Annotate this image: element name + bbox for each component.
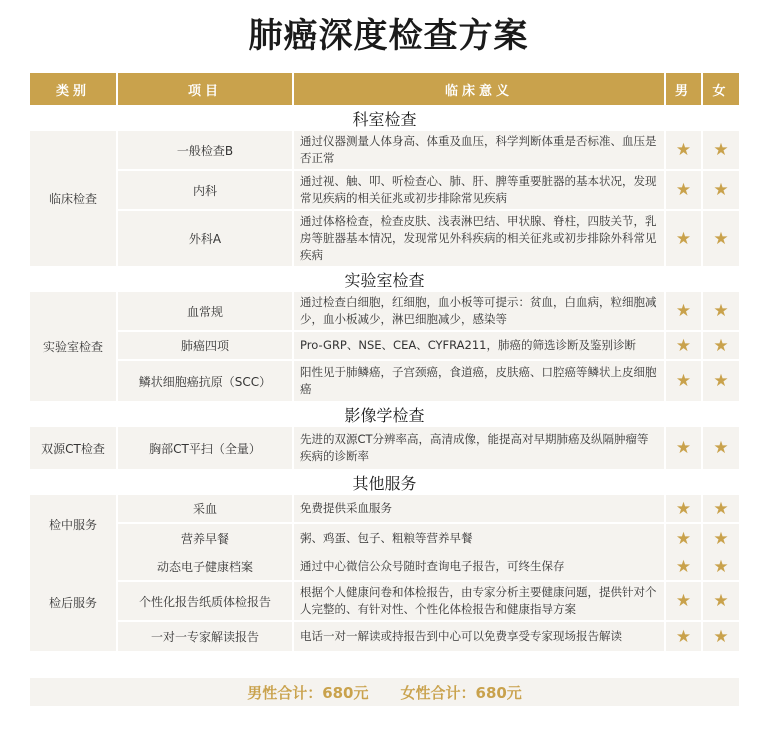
item-description: Pro-GRP、NSE、CEA、CYFRA211，肺癌的筛选诊断及鉴别诊断: [294, 332, 666, 359]
item-description: 根据个人健康问卷和体检报告，由专家分析主要健康问题，提供针对个人完整的、有针对性、个性化体检报告和健康指导方案: [294, 582, 666, 620]
male-star-icon: ★: [666, 361, 703, 401]
section-title: 其他服务: [352, 473, 417, 493]
item-description: 免费提供采血服务: [294, 495, 666, 522]
category-label: 双源CT检查: [30, 427, 118, 469]
item-description: 阳性见于肺鳞癌，子宫颈癌，食道癌，皮肤癌、口腔癌等鳞状上皮细胞癌: [294, 361, 666, 401]
male-star-icon: ★: [666, 622, 703, 651]
category-label: 实验室检查: [30, 292, 118, 401]
item-description: 通过体格检查，检查皮肤、浅表淋巴结、甲状腺、脊柱，四肢关节，乳房等脏器基本情况，发现常见外科疾病的相关征兆或初步排除外科常见疾病: [294, 211, 666, 266]
item-name: 个性化报告纸质体检报告: [118, 582, 294, 620]
category-label: 检中服务: [30, 495, 118, 553]
header-male: 男: [666, 73, 703, 105]
item-description: 电话一对一解读或持报告到中心可以免费享受专家现场报告解读: [294, 622, 666, 651]
item-description: 通过仪器测量人体身高、体重及血压，科学判断体重是否标准、血压是否正常: [294, 131, 666, 169]
female-star-icon: ★: [703, 171, 739, 209]
male-star-icon: ★: [666, 332, 703, 359]
item-description: 通过中心微信公众号随时查询电子报告，可终生保存: [294, 553, 666, 580]
item-name: 营养早餐: [118, 524, 294, 553]
checkup-table: [30, 73, 739, 651]
section-title: 影像学检查: [344, 405, 425, 425]
price-total: [30, 678, 739, 706]
male-star-icon: ★: [666, 524, 703, 553]
table-header: [30, 73, 739, 105]
table-row: [118, 211, 739, 266]
table-row: [118, 427, 739, 469]
category-group: [30, 427, 739, 469]
female-star-icon: ★: [703, 131, 739, 169]
item-description: 先进的双源CT分辨率高，高清成像，能提高对早期肺癌及纵隔肿瘤等疾病的诊断率: [294, 427, 666, 469]
item-name: 一对一专家解读报告: [118, 622, 294, 651]
item-name: 鳞状细胞癌抗原（SCC）: [118, 361, 294, 401]
category-label: 检后服务: [30, 553, 118, 651]
item-name: 一般检查B: [118, 131, 294, 169]
female-star-icon: ★: [703, 292, 739, 330]
category-label: 临床检查: [30, 131, 118, 266]
male-star-icon: ★: [666, 171, 703, 209]
item-name: 内科: [118, 171, 294, 209]
table-row: [118, 495, 739, 524]
item-description: 粥、鸡蛋、包子、粗粮等营养早餐: [294, 524, 666, 553]
item-name: 采血: [118, 495, 294, 522]
header-category: 类别: [30, 73, 118, 105]
table-row: [118, 553, 739, 582]
section-title: 科室检查: [352, 109, 417, 129]
category-group: [30, 292, 739, 401]
table-row: [118, 131, 739, 171]
female-star-icon: ★: [703, 622, 739, 651]
item-name: 胸部CT平扫（全量）: [118, 427, 294, 469]
female-star-icon: ★: [703, 524, 739, 553]
item-name: 外科A: [118, 211, 294, 266]
table-row: [118, 292, 739, 332]
male-star-icon: ★: [666, 553, 703, 580]
category-group: [30, 131, 739, 266]
table-body: [30, 105, 739, 651]
male-star-icon: ★: [666, 495, 703, 522]
table-row: [118, 171, 739, 211]
female-star-icon: ★: [703, 211, 739, 266]
male-star-icon: ★: [666, 582, 703, 620]
female-star-icon: ★: [703, 495, 739, 522]
category-group: [30, 495, 739, 553]
item-description: 通过检查白细胞，红细胞，血小板等可提示：贫血，白血病，粒细胞减少，血小板减少，淋巴细胞减少，感染等: [294, 292, 666, 330]
section-title: 实验室检查: [344, 270, 425, 290]
male-total: 男性合计：680元: [247, 683, 369, 702]
male-star-icon: ★: [666, 427, 703, 469]
male-star-icon: ★: [666, 292, 703, 330]
table-row: [118, 582, 739, 622]
female-star-icon: ★: [703, 361, 739, 401]
table-row: [118, 524, 739, 553]
header-significance: 临床意义: [294, 73, 666, 105]
item-name: 肺癌四项: [118, 332, 294, 359]
page-title: 肺癌深度检查方案: [248, 16, 529, 56]
female-total: 女性合计：680元: [400, 683, 522, 702]
table-row: [118, 622, 739, 651]
category-group: [30, 553, 739, 651]
item-name: 动态电子健康档案: [118, 553, 294, 580]
female-star-icon: ★: [703, 332, 739, 359]
table-row: [118, 361, 739, 401]
male-star-icon: ★: [666, 211, 703, 266]
header-item: 项目: [118, 73, 294, 105]
item-description: 通过视、触、叩、听检查心、肺、肝、脾等重要脏器的基本状况，发现常见疾病的相关征兆或初步排除常见疾病: [294, 171, 666, 209]
male-star-icon: ★: [666, 131, 703, 169]
female-star-icon: ★: [703, 582, 739, 620]
female-star-icon: ★: [703, 427, 739, 469]
item-name: 血常规: [118, 292, 294, 330]
table-row: [118, 332, 739, 361]
header-female: 女: [712, 83, 730, 99]
female-star-icon: ★: [703, 553, 739, 580]
